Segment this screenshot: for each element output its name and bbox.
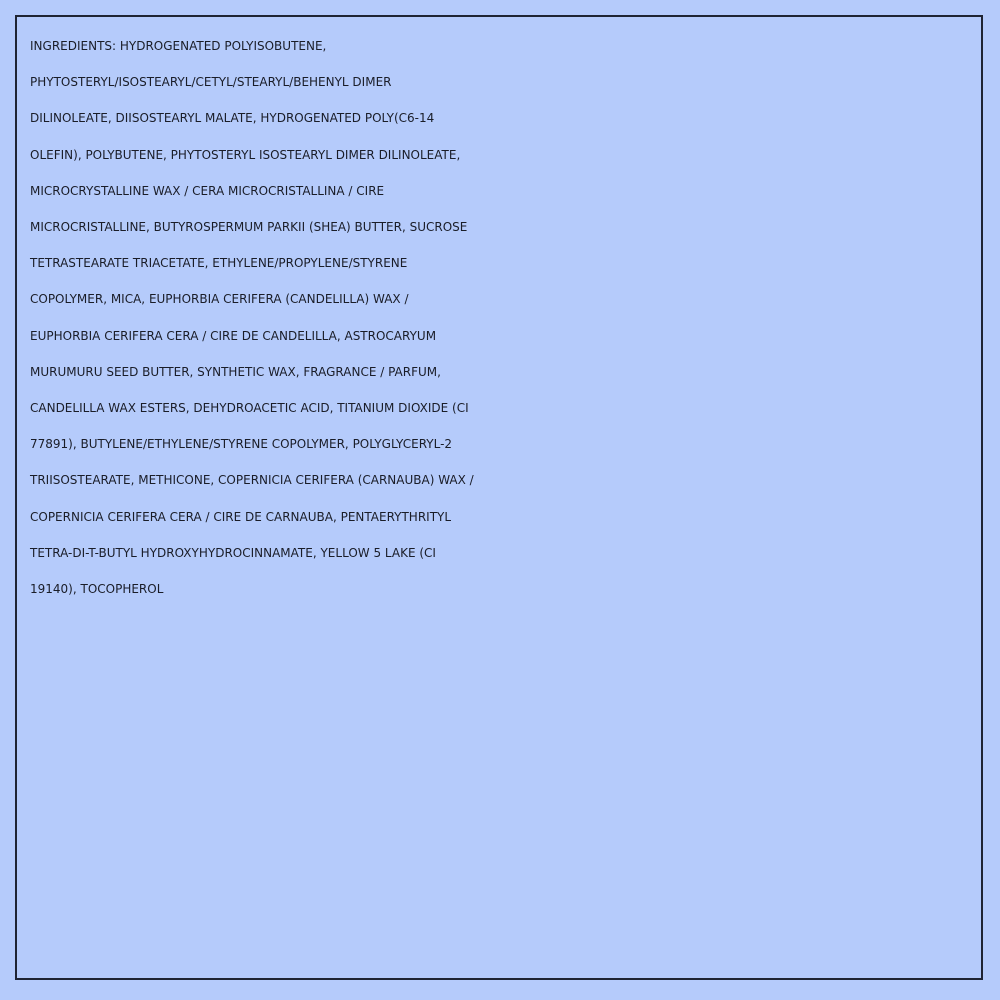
ingredients-line-4: OLEFIN), POLYBUTENE, PHYTOSTERYL ISOSTEARYL DIMER DILINOLEATE, bbox=[30, 147, 461, 162]
ingredients-line-12: 77891), BUTYLENE/ETHYLENE/STYRENE COPOLYMER, POLYGLYCERYL-2 bbox=[30, 437, 453, 452]
ingredients-line-11: CANDELILLA WAX ESTERS, DEHYDROACETIC ACID, TITANIUM DIOXIDE (CI bbox=[30, 401, 469, 416]
ingredients-line-13: TRIISOSTEARATE, METHICONE, COPERNICIA CERIFERA (CARNAUBA) WAX / bbox=[30, 473, 474, 488]
ingredients-line-15: TETRA-DI-T-BUTYL HYDROXYHYDROCINNAMATE, YELLOW 5 LAKE (CI bbox=[30, 545, 436, 560]
ingredients-line-7: TETRASTEARATE TRIACETATE, ETHYLENE/PROPYLENE/STYRENE bbox=[30, 256, 408, 271]
ingredients-line-1: INGREDIENTS: HYDROGENATED POLYISOBUTENE, bbox=[30, 39, 327, 53]
ingredients-line-14: COPERNICIA CERIFERA CERA / CIRE DE CARNAUBA, PENTAERYTHRITYL bbox=[30, 509, 452, 524]
ingredients-line-3: DILINOLEATE, DIISOSTEARYL MALATE, HYDROGENATED POLY(C6-14 bbox=[30, 111, 435, 126]
ingredients-line-5: MICROCRYSTALLINE WAX / CERA MICROCRISTALLINA / CIRE bbox=[30, 183, 385, 198]
ingredients-line-2: PHYTOSTERYL/ISOSTEARYL/CETYL/STEARYL/BEHENYL DIMER bbox=[30, 75, 392, 90]
ingredients-line-9: EUPHORBIA CERIFERA CERA / CIRE DE CANDELILLA, ASTROCARYUM bbox=[30, 328, 437, 343]
ingredients-line-6: MICROCRISTALLINE, BUTYROSPERMUM PARKII (SHEA) BUTTER, SUCROSE bbox=[30, 220, 468, 235]
ingredients-line-8: COPOLYMER, MICA, EUPHORBIA CERIFERA (CANDELILLA) WAX / bbox=[30, 292, 409, 307]
ingredients-line-16: 19140), TOCOPHEROL bbox=[30, 582, 164, 597]
ingredients-text bbox=[30, 28, 970, 607]
ingredients-line-10: MURUMURU SEED BUTTER, SYNTHETIC WAX, FRAGRANCE / PARFUM, bbox=[30, 364, 441, 379]
